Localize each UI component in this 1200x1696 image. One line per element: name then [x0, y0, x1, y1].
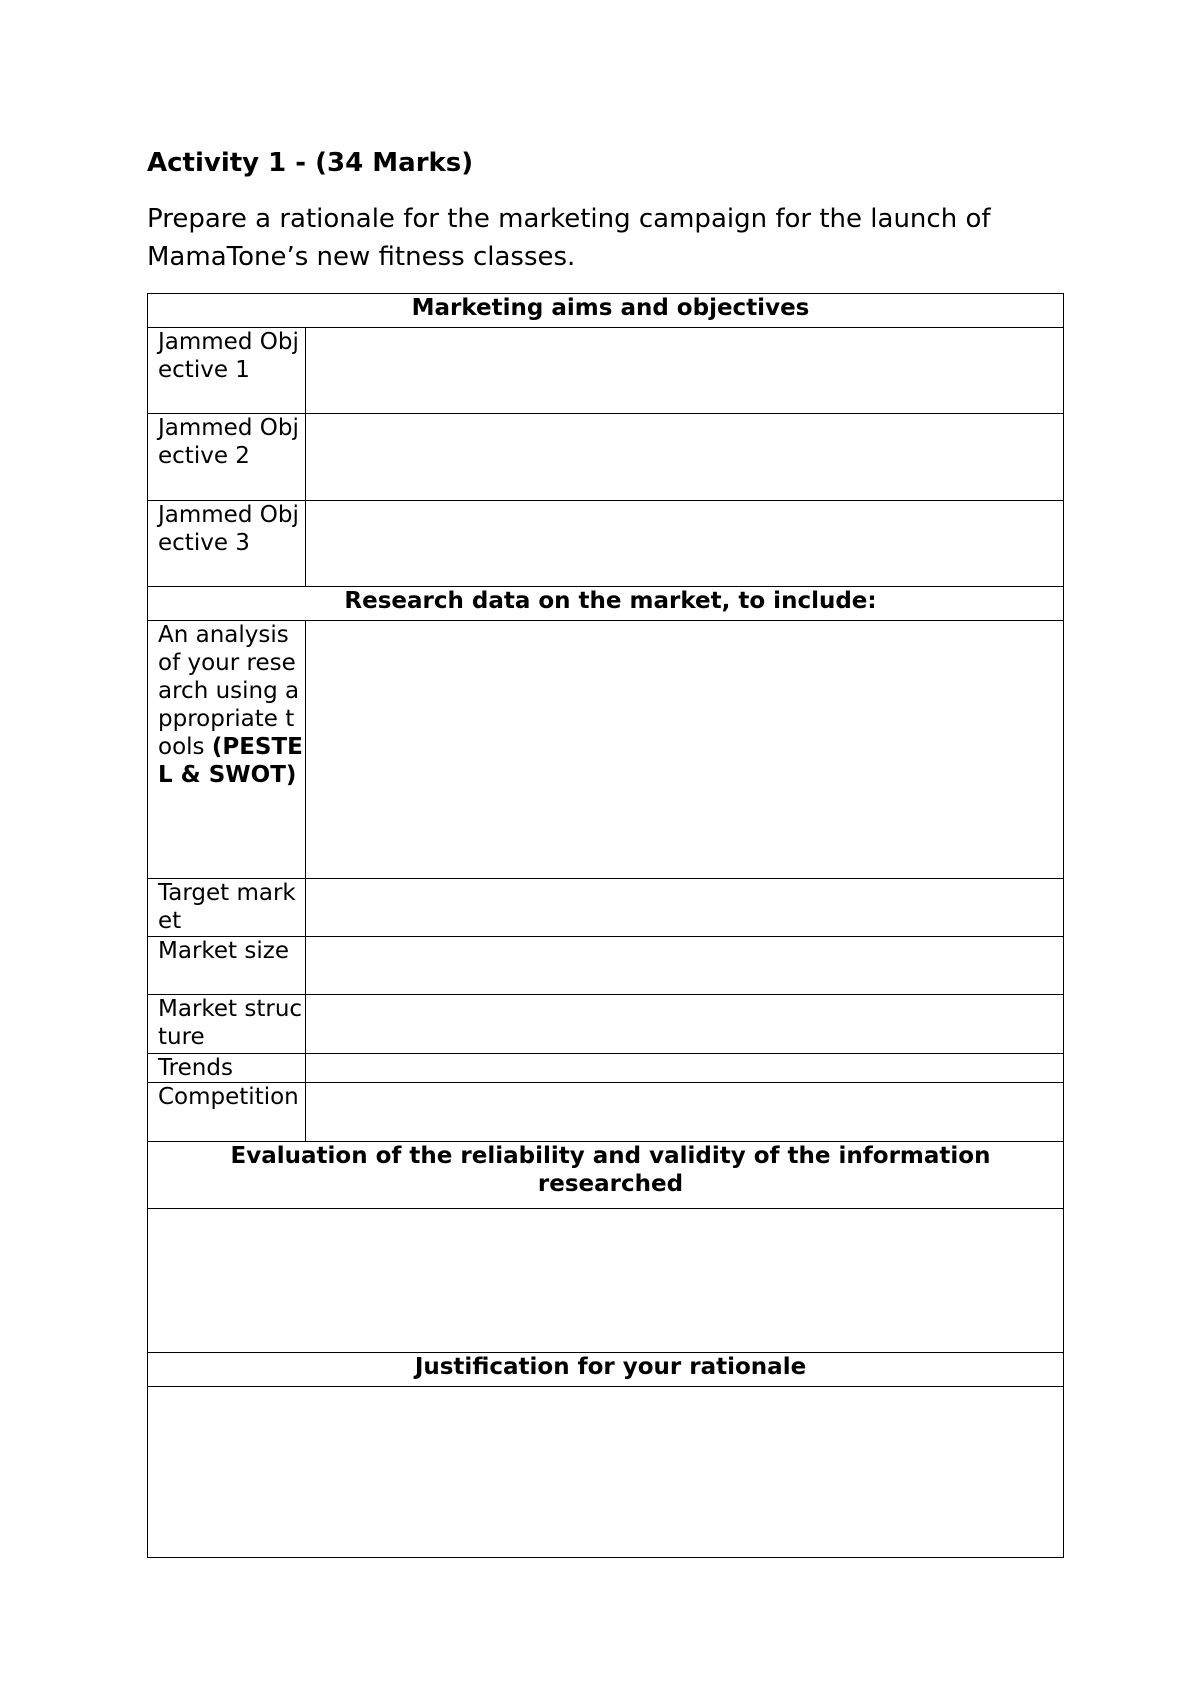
activity-title: Activity 1 - [147, 148, 316, 178]
section-header-justification: Justification for your rationale [148, 1353, 1064, 1387]
research-label-trends: Trends [148, 1054, 306, 1083]
section-header-aims: Marketing aims and objectives [148, 294, 1064, 328]
research-row-trends [148, 1054, 1064, 1083]
objective-row-1 [148, 328, 1064, 414]
evaluation-entry-row [148, 1209, 1064, 1353]
research-label-competition: Competition [148, 1083, 306, 1142]
section-row-evaluation [148, 1142, 1064, 1209]
research-label-market-structure: Market structure [148, 995, 306, 1054]
analysis-entry[interactable] [306, 621, 1064, 879]
evaluation-entry[interactable] [148, 1209, 1064, 1353]
research-label-target-market: Target market [148, 879, 306, 937]
section-row-justification [148, 1353, 1064, 1387]
objective-entry-1[interactable] [306, 328, 1064, 414]
activity-instruction: Prepare a rationale for the marketing campaign for the launch of MamaTone’s new fitness classes. [147, 204, 991, 272]
section-row-aims [148, 294, 1064, 328]
research-entry-market-size[interactable] [306, 937, 1064, 995]
section-row-research [148, 587, 1064, 621]
objective-label-1: Jammed Objective 1 [148, 328, 306, 414]
objective-label-2: Jammed Objective 2 [148, 414, 306, 501]
research-row-competition [148, 1083, 1064, 1142]
justification-entry[interactable] [148, 1387, 1064, 1558]
research-entry-competition[interactable] [306, 1083, 1064, 1142]
analysis-tools-text: (PESTEL & SWOT) [158, 734, 303, 788]
section-header-research: Research data on the market, to include: [148, 587, 1064, 621]
research-entry-market-structure[interactable] [306, 995, 1064, 1054]
objective-row-2 [148, 414, 1064, 501]
objective-label-3: Jammed Objective 3 [148, 501, 306, 587]
objective-row-3 [148, 501, 1064, 587]
research-entry-target-market[interactable] [306, 879, 1064, 937]
research-row-market-structure [148, 995, 1064, 1054]
activity-heading [147, 146, 473, 180]
analysis-label-text: An analysis of your research using appropriate tools [158, 622, 300, 760]
research-row-target-market [148, 879, 1064, 937]
research-row-market-size [148, 937, 1064, 995]
justification-entry-row [148, 1387, 1064, 1558]
analysis-label [148, 621, 306, 879]
analysis-row [148, 621, 1064, 879]
research-entry-trends[interactable] [306, 1054, 1064, 1083]
section-header-evaluation: Evaluation of the reliability and validity of the information researched [148, 1142, 1064, 1209]
research-label-market-size: Market size [148, 937, 306, 995]
activity-marks: (34 Marks) [315, 148, 474, 178]
rationale-form-table [147, 293, 1064, 1558]
objective-entry-2[interactable] [306, 414, 1064, 501]
objective-entry-3[interactable] [306, 501, 1064, 587]
